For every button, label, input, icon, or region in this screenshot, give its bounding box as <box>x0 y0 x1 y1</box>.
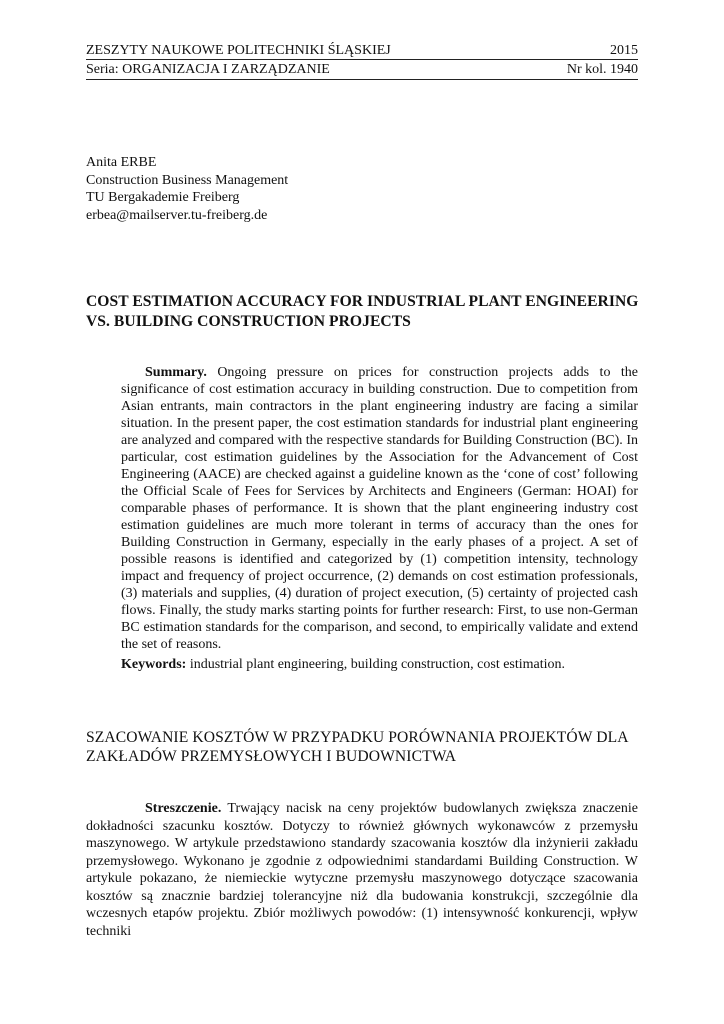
header-rule-top <box>86 59 638 60</box>
journal-series: Seria: ORGANIZACJA I ZARZĄDZANIE <box>86 62 330 77</box>
keywords-text: industrial plant engineering, building construction, cost estimation. <box>189 657 566 672</box>
author-university: TU Bergakademie Freiberg <box>86 190 240 205</box>
journal-issue: Nr kol. 1940 <box>566 62 638 77</box>
paper-title-english: COST ESTIMATION ACCURACY FOR INDUSTRIAL PLANT ENGINEERING VS. BUILDING CONSTRUCTION PROJECTS <box>86 293 639 330</box>
paper-title-polish: SZACOWANIE KOSZTÓW W PRZYPADKU PORÓWNANIA PROJEKTÓW DLA ZAKŁADÓW PRZEMYSŁOWYCH I BUDOWNICTWA <box>86 729 628 765</box>
streszczenie-text: Trwający nacisk na ceny projektów budowlanych zwiększa znaczenie dokładności szacunku kosztów. Dotyczy to również głównych wykonawców z przemysłu maszynowego. W artykule przedstawiono standardy szacowania kosztów dla inżynierii zakładu przemysłowego. Wykonano je zgodnie z odpowiednimi standardami Building Construction. W artykule pokazano, że niemieckie wytyczne przemysłu maszynowego dotyczące szacowania kosztów są znacznie bardziej tolerancyjne niż dla budowania konstrukcji, szczególnie dla wczesnych etapów projektu. Zbiór możliwych powodów: (1) intensywność konkurencji, wpływ techniki <box>86 801 638 939</box>
streszczenie-paragraph <box>86 800 638 940</box>
author-email: erbea@mailserver.tu-freiberg.de <box>86 207 268 223</box>
running-header-bottom <box>86 62 638 78</box>
keywords-label: Keywords: <box>121 657 187 672</box>
author-block <box>86 154 288 224</box>
header-rule-bottom <box>86 79 638 80</box>
summary-label: Summary. <box>145 365 207 380</box>
keywords-line <box>121 656 661 673</box>
summary-text: Ongoing pressure on prices for construction projects adds to the significance of cost estimation accuracy in building construction. Due to competition from Asian entrants, main contractors in the plant engineering industry are facing a similar situation. In the present paper, the cost estimation standards for industrial plant engineering are analyzed and compared with the respective standards for Building Construction (BC). In particular, cost estimation guidelines by the Association for the Advancement of Cost Engineering (AACE) are checked against a guideline known as the ‘cone of cost’ following the Official Scale of Fees for Services by Architects and Engineers (German: HOAI) for comparable phases of performance. It is shown that the plant engineering industry cost estimation guidelines are much more tolerant in terms of accuracy than the ones for Building Construction in Germany, especially in the early phases of a project. A set of possible reasons is identified and categorized by (1) competition intensity, technology impact and frequency of project occurrence, (2) demands on cost estimation professionals, (3) materials and supplies, (4) duration of project execution, (5) certainty of projected cash flows. Finally, the study marks starting points for further research: First, to use non-German BC estimation standards for the comparison, and second, to empirically validate and extend the set of reasons. <box>121 365 638 652</box>
streszczenie-label: Streszczenie. <box>145 801 222 816</box>
journal-year: 2015 <box>610 43 638 58</box>
author-department: Construction Business Management <box>86 172 289 188</box>
author-name: Anita ERBE <box>86 155 157 170</box>
journal-name: ZESZYTY NAUKOWE POLITECHNIKI ŚLĄSKIEJ <box>86 43 391 58</box>
running-header-top <box>86 43 638 59</box>
summary-paragraph <box>121 364 638 653</box>
